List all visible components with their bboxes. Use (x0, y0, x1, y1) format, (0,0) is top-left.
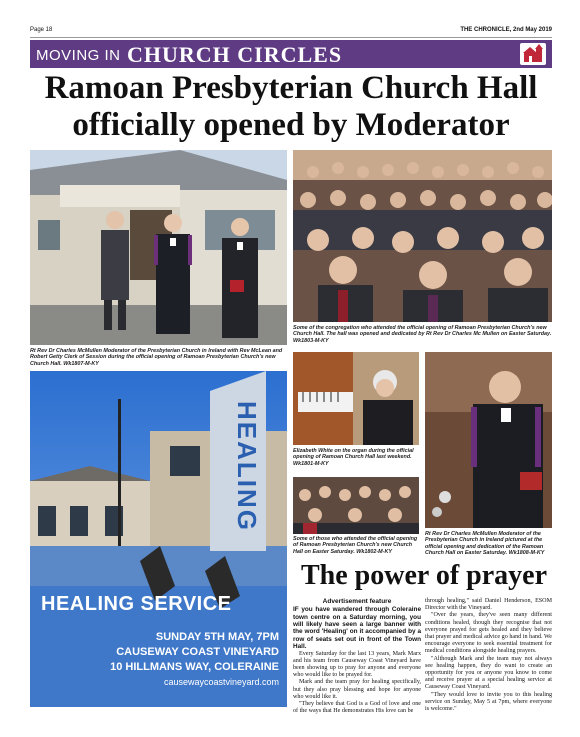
healing-service-ad (30, 371, 287, 707)
congregation-image (293, 150, 552, 322)
prayer-paragraph: Every Saturday for the last 13 years, Mark Marx and his team from Causeway Coast Vineyard have been showing up to pray for anyone and everyone who would like to be prayed for. (293, 650, 421, 679)
page-header (30, 26, 552, 38)
prayer-paragraph: "They believe that God is a God of love and one of the ways that He demonstrates His love can be (293, 701, 421, 715)
healing-ad-website[interactable]: causewaycoastvineyard.com (163, 677, 279, 687)
caption-congregation: Some of the congregation who attended the official opening of Ramoan Presbyterian Church's new Church Hall. The hall was opened and dedicated by Rt Rev Dr Charles Mc Mullen on Easter Saturday. Wk1803-M-KY (293, 325, 552, 344)
healing-ad-venue: CAUSEWAY COAST VINEYARD (116, 646, 279, 658)
prayer-paragraph: "They would love to invite you to this healing service on Sunday, May 5 at 7pm, where everyone is welcome." (425, 691, 552, 713)
advertisement-feature-label: Advertisement feature (322, 598, 392, 605)
organ-image (293, 352, 419, 445)
banner-moving-in: MOVING IN (36, 47, 121, 64)
photo-moderator (425, 352, 552, 528)
headline-line-1: Ramoan Presbyterian Church Hall (44, 70, 538, 106)
prayer-paragraph: through healing," said Daniel Henderson, ESOM Director with the Vineyard. (425, 598, 552, 612)
headline-line-2: officially opened by Moderator (72, 107, 510, 143)
prayer-headline: The power of prayer (301, 560, 547, 591)
moderator-image (425, 352, 552, 528)
photo-congregation (293, 150, 552, 322)
church-icon (520, 43, 546, 65)
prayer-paragraph: Mark and the team pray for healing specifically, but they also pray blessing and hope for anyone who would like it. (293, 679, 421, 700)
photo-hall-exterior (30, 150, 287, 345)
hall-exterior-image (30, 150, 287, 345)
section-banner (30, 40, 552, 68)
prayer-column-2 (425, 598, 552, 713)
prayer-lead-paragraph: IF you have wandered through Coleraine town centre on a Saturday morning, you will likely have seen a large banner with the word 'Healing' on it accompanied by a row of seats set out in front of the Town Hall. (293, 606, 421, 651)
photo-organ (293, 352, 419, 445)
photo-attendees (293, 477, 419, 534)
prayer-column-1 (293, 598, 421, 715)
attendees-image (293, 477, 419, 534)
main-headline (30, 70, 552, 144)
caption-moderator: Rt Rev Dr Charles McMullen Moderator of the Presbyterian Church in Ireland pictured at the official opening and dedication of the Ramoan Church Hall on Easter Saturday. Wk1808-M-KY (425, 531, 545, 557)
prayer-paragraph: "Although Mark and the team may not always see healing happen, they do want to create an opportunity for you or anyone you know to come and receive prayer at a special healing service at Causeway Coast Vineyard. (425, 655, 552, 691)
caption-organ: Elizabeth White on the organ during the official opening of Ramoan Church Hall last weekend. Wk1801-M-KY (293, 448, 414, 467)
page-number: Page 18 (30, 27, 53, 33)
healing-banner-word: HEALING (232, 400, 262, 532)
caption-attendees: Some of those who attended the official opening of Ramoan Presbyterian Church's new Church Hall on Easter Saturday. Wk1802-M-KY (293, 536, 418, 555)
healing-ad-title: HEALING SERVICE (41, 593, 232, 615)
caption-hall-exterior: Rt Rev Dr Charles McMullen Moderator of the Presbyterian Church in Ireland with Rev McLean and Robert Getty Clerk of Session during the official opening of Ramoan Presbyterian Church's new Church Hall. Wk1807-M-KY (30, 348, 283, 367)
healing-ad-address: 10 HILLMANS WAY, COLERAINE (110, 661, 279, 673)
prayer-paragraph: "Over the years, they've seen many different conditions healed, though they recognise that not everyone prayed for gets healed and they believe that prayer and medical advice go hand in hand. We encourage everyone to seek essential treatment for medical conditions alongside healing prayers. (425, 612, 552, 655)
banner-church-circles: CHURCH CIRCLES (127, 42, 343, 67)
publication-date: THE CHRONICLE, 2nd May 2019 (460, 27, 552, 33)
healing-ad-date: SUNDAY 5TH MAY, 7PM (155, 631, 279, 643)
